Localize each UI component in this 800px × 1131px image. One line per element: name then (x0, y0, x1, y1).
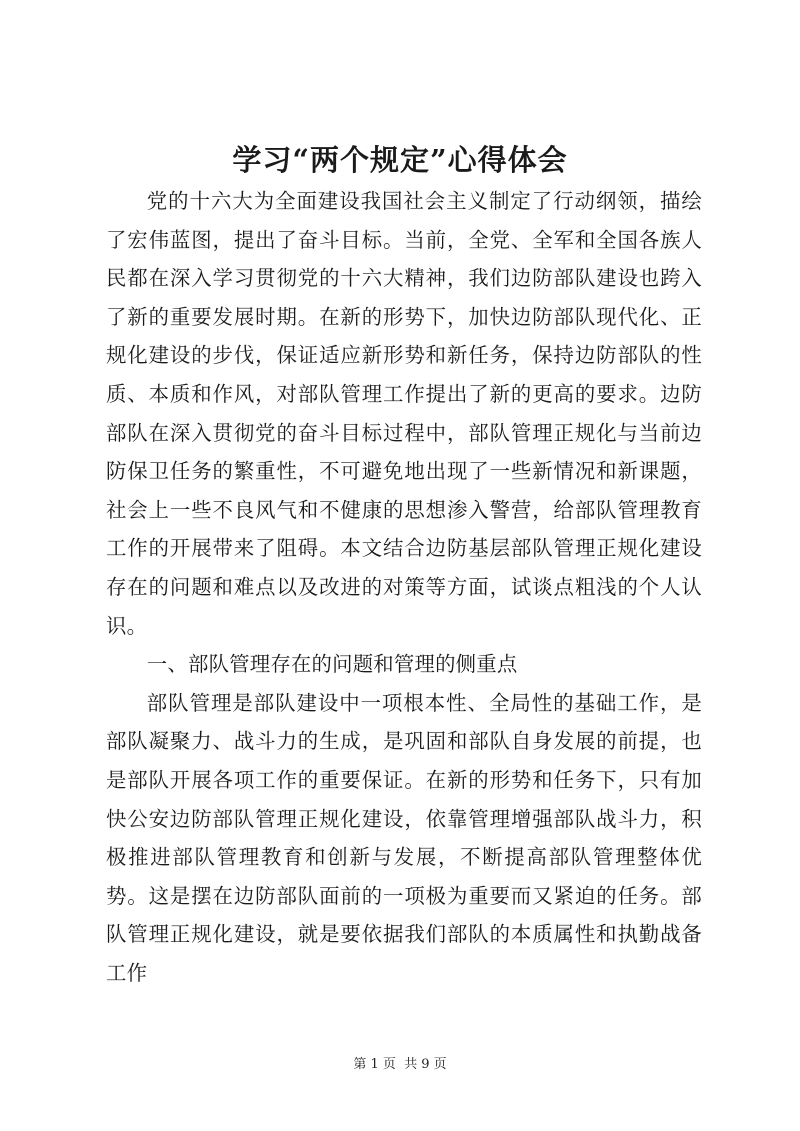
page-number: 第 1 页 (353, 1057, 396, 1072)
page-footer (0, 1053, 800, 1072)
paragraph-intro: 党的十六大为全面建设我国社会主义制定了行动纲领，描绘了宏伟蓝图，提出了奋斗目标。当前，全党、全军和全国各族人民都在深入学习贯彻党的十六大精神，我们边防部队建设也跨入了新的重要发展时期。在新的形势下，加快边防部队现代化、正规化建设的步伐，保证适应新形势和新任务，保持边防部队的性质、本质和作风，对部队管理工作提出了新的更高的要求。边防部队在深入贯彻党的奋斗目标过程中，部队管理正规化与当前边防保卫任务的繁重性，不可避免地出现了一些新情况和新课题，社会上一些不良风气和不健康的思想渗入警营，给部队管理教育工作的开展带来了阻碍。本文结合边防基层部队管理正规化建设存在的问题和难点以及改进的对策等方面，试谈点粗浅的个人认识。 (106, 189, 702, 638)
document-title: 学习“两个规定”心得体会 (232, 143, 568, 177)
paragraph-section-1: 部队管理是部队建设中一项根本性、全局性的基础工作，是部队凝聚力、战斗力的生成，是巩固和部队自身发展的前提，也是部队开展各项工作的重要保证。在新的形势和任务下，只有加快公安边防部队管理正规化建设，依靠管理增强部队战斗力，积极推进部队管理教育和创新与发展，不断提高部队管理整体优势。这是摆在边防部队面前的一项极为重要而又紧迫的任务。部队管理正规化建设，就是要依据我们部队的本质属性和执勤战备工作 (106, 690, 702, 985)
page-total: 共 9 页 (404, 1057, 447, 1072)
document-body (106, 182, 702, 992)
section-heading: 一、部队管理存在的问题和管理的侧重点 (146, 652, 518, 677)
